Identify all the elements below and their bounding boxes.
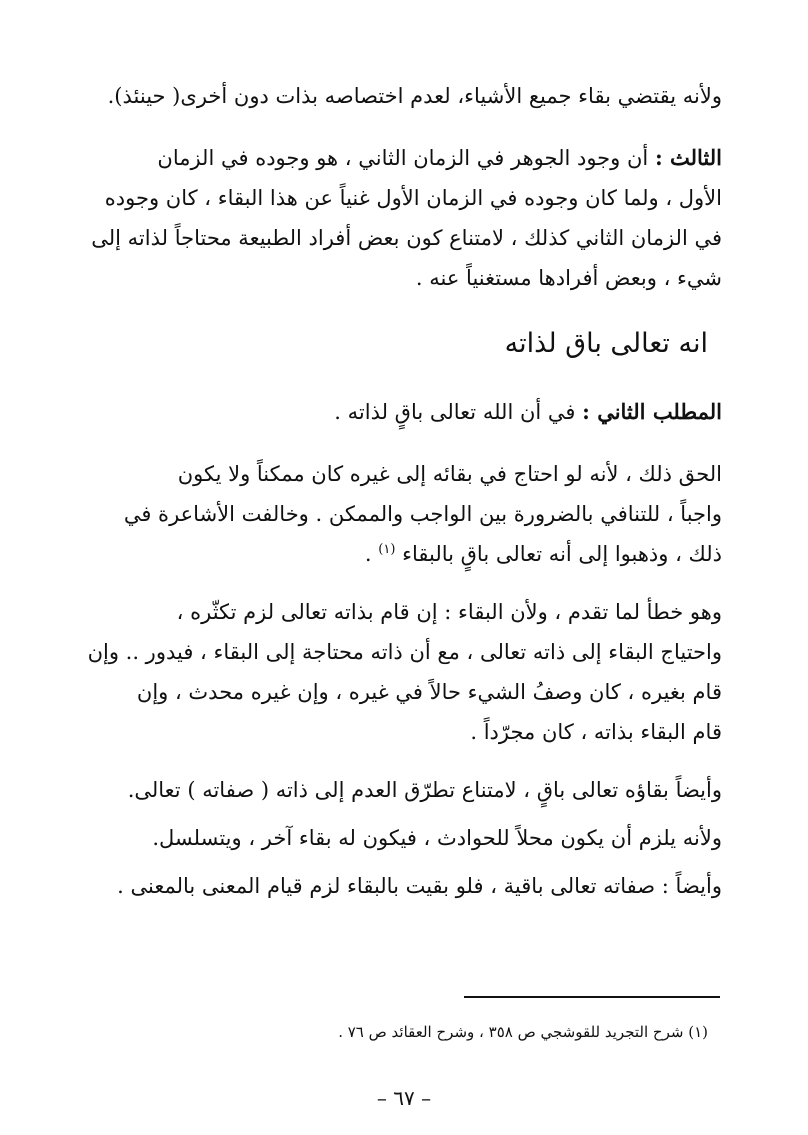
paragraph-line: وهو خطأ لما تقدم ، ولأن البقاء : إن قام بذاته تعالى لزم تكثّره ،: [176, 600, 722, 624]
line-end-punctuation: .: [364, 542, 372, 566]
paragraph-line: واجباً ، للتنافي بالضرورة بين الواجب والممكن . وخالفت الأشاعرة في: [123, 502, 722, 526]
paragraph-line: شيء ، وبعض أفرادها مستغنياً عنه .: [415, 266, 722, 290]
paragraph-2: [70, 138, 722, 298]
footnote-reference: (١): [378, 542, 396, 557]
paragraph-line: قام بغيره ، كان وصفُ الشيء حالاً في غيره ، وإن غيره محدث ، وإن: [136, 680, 722, 704]
paragraph-5: [70, 770, 722, 906]
paragraph-4: [70, 592, 722, 752]
subsection-line: [70, 392, 722, 432]
page-number: – ٦٧ –: [376, 1086, 432, 1110]
section-heading: انه تعالى باق لذاته: [504, 328, 708, 359]
paragraph-line: ولأنه يلزم أن يكون محلاً للحوادث ، فيكون له بقاء آخر ، ويتسلسل.: [152, 826, 722, 850]
paragraph-3: [70, 454, 722, 574]
subsection-title: [70, 392, 722, 432]
paragraph-line: الحق ذلك ، لأنه لو احتاج في بقائه إلى غيره كان ممكناً ولا يكون: [177, 462, 722, 486]
paragraph-line: واحتياج البقاء إلى ذاته تعالى ، مع أن ذاته محتاجة إلى البقاء ، فيدور .. وإن: [87, 640, 722, 664]
paragraph-line: وأيضاً بقاؤه تعالى باقٍ ، لامتناع تطرّق العدم إلى ذاته ( صفاته ) تعالى.: [127, 778, 722, 802]
paragraph-line: ولأنه يقتضي بقاء جميع الأشياء، لعدم اختصاصه بذات دون أخرى( حينئذ).: [107, 84, 722, 108]
paragraph-text: أن وجود الجوهر في الزمان الثاني ، هو وجوده في الزمان: [157, 146, 649, 170]
footnote-divider: [464, 996, 720, 998]
subsection-text: في أن الله تعالى باقٍ لذاته .: [334, 400, 576, 424]
paragraph-line: الأول ، ولما كان وجوده في الزمان الأول غنياً عن هذا البقاء ، كان وجوده: [104, 186, 722, 210]
paragraph-line: وأيضاً : صفاته تعالى باقية ، فلو بقيت بالبقاء لزم قيام المعنى بالمعنى .: [117, 874, 722, 898]
paragraph-line: قام البقاء بذاته ، كان مجرّداً .: [470, 720, 722, 744]
paragraph-line: في الزمان الثاني كذلك ، لامتناع كون بعض أفراد الطبيعة محتاجاً لذاته إلى: [91, 226, 722, 250]
paragraph-line: [70, 138, 722, 178]
subsection-lead: المطلب الثاني :: [582, 399, 722, 424]
paragraph-line: [70, 534, 722, 574]
footnote: (١) شرح التجريد للقوشجي ص ٣٥٨ ، وشرح العقائد ص ٧٦ .: [338, 1023, 708, 1041]
paragraph-1: [70, 76, 722, 116]
paragraph-lead: الثالث :: [654, 145, 722, 170]
paragraph-text: ذلك ، وذهبوا إلى أنه تعالى باقٍ بالبقاء: [402, 542, 722, 566]
